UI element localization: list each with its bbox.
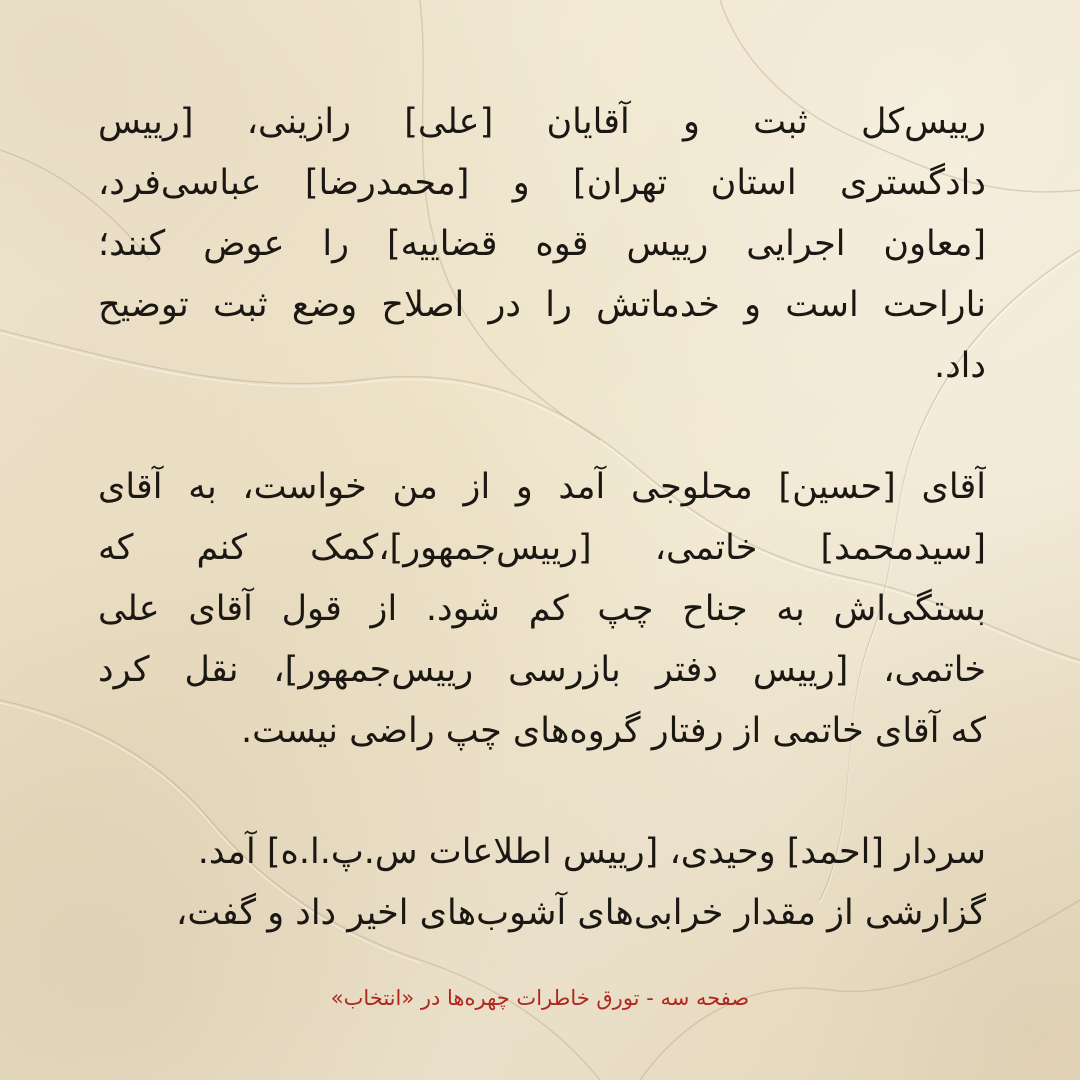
text-line: گزارشی از مقدار خرابی‌های آشوب‌های اخیر داد و گفت، (176, 893, 986, 933)
text-line: که آقای خاتمی از رفتار گروه‌های چپ راضی نیست. (240, 711, 986, 751)
text-line: آقای [حسین] محلوجی آمد و از من خواست، به آقای (98, 467, 986, 507)
text-line: داد. (933, 346, 986, 386)
text-line: ناراحت است و خدماتش را در اصلاح وضع ثبت توضیح (98, 285, 986, 325)
paragraph-1 (98, 92, 986, 397)
footer-caption: صفحه سه - تورق خاطرات چهره‌ها در «انتخاب» (330, 986, 750, 1010)
text-line: خاتمی، [رییس دفتر بازرسی رییس‌جمهور]، نقل کرد (98, 650, 986, 690)
paragraph-3 (98, 822, 986, 944)
paragraph-2 (98, 457, 986, 762)
text-line: [سیدمحمد] خاتمی، [رییس‌جمهور]،کمک کنم که (98, 528, 986, 568)
article-text (98, 92, 986, 944)
paragraph-gap (98, 762, 986, 822)
text-line: دادگستری استان تهران] و [محمدرضا] عباسی‌فرد، (98, 163, 986, 203)
paragraph-gap (98, 397, 986, 457)
text-line: [معاون اجرایی رییس قوه قضاییه] را عوض کنند؛ (98, 224, 986, 264)
text-line: سردار [احمد] وحیدی، [رییس اطلاعات س.پ.ا.ه] آمد. (197, 832, 986, 872)
text-line: رییس‌کل ثبت و آقایان [علی] رازینی، [رییس (98, 102, 986, 142)
text-line: بستگی‌اش به جناح چپ کم شود. از قول آقای علی (98, 589, 986, 629)
